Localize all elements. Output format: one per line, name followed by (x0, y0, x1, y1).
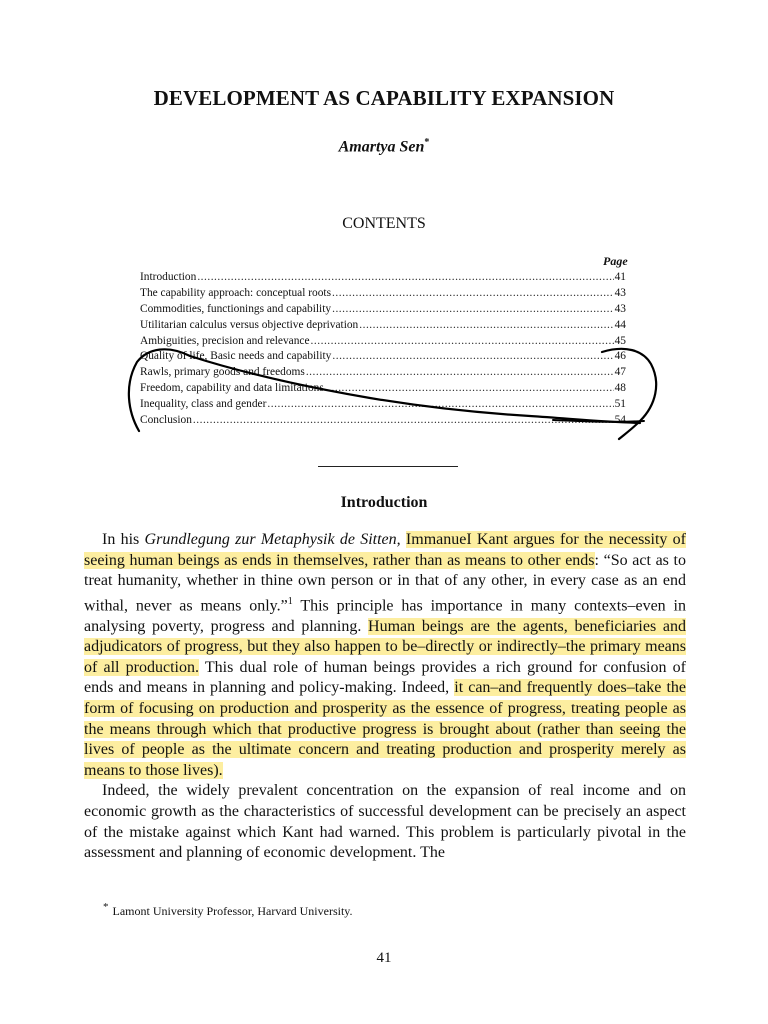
text-run: : “So act as to treat humanity, whether in thine own person or in that of any other, in every case as an end withal, never as means only.” (84, 551, 686, 615)
highlighted-text: it can–and frequently does–take the form of focusing on production and prosperity as the essence of progress, treating people as the means through which that productive progress is brought about (rather than seeing the lives of people as the ultimate concern and treating production and prosperity merely as means to those lives). (84, 679, 686, 779)
toc-row (140, 397, 626, 413)
author-footnote-mark: * (424, 137, 430, 148)
text-run: This principle has importance in many contexts–even in analysing poverty, progress and planning. (84, 597, 687, 635)
toc-entry-page: 54 (614, 414, 626, 427)
toc-entry-title: Introduction (140, 271, 197, 283)
toc-entry-page: 41 (614, 271, 626, 283)
toc-leader-dots (267, 397, 613, 413)
body-text (84, 530, 686, 864)
paragraph (84, 530, 686, 781)
toc-leader-dots (306, 365, 614, 381)
toc-row (140, 413, 626, 429)
toc-entry-title: Ambiguities, precision and relevance (140, 334, 310, 347)
text-run: This dual role of human beings provides a rich ground for confusion of ends and means in planning and policy-making. Indeed, (84, 658, 687, 697)
toc-entry-title: Conclusion (140, 414, 192, 427)
toc-row (140, 318, 626, 334)
footnote-ref: 1 (287, 595, 293, 607)
toc-entry-title: Commodities, functionings and capability (140, 302, 332, 315)
toc-entry-page: 43 (614, 302, 626, 315)
toc-page-label: Page (603, 254, 628, 268)
text-run: In his (102, 531, 145, 548)
toc-entry-title: Inequality, class and gender (140, 398, 267, 411)
toc-entry-page: 45 (614, 334, 626, 347)
toc-row (140, 286, 626, 302)
toc-leader-dots (359, 318, 613, 334)
document-title: DEVELOPMENT AS CAPABILITY EXPANSION (153, 86, 615, 110)
toc-leader-dots (332, 286, 614, 302)
toc-entry-title: Freedom, capability and data limitations (140, 382, 324, 395)
paragraph: Indeed, the widely prevalent concentration on the expansion of real income and on economic growth as the characteristics of successful development can be precisely an aspect of the mistake against which Kant had warned. This problem is particularly pivotal in the assessment and planning of economic development. The (84, 782, 686, 862)
toc-row (140, 365, 626, 381)
toc-entry-title: Utilitarian calculus versus objective deprivation (140, 318, 359, 331)
toc-entry-page: 51 (614, 398, 626, 411)
book-title: Grundlegung zur Metaphysik de Sitten, (144, 531, 401, 548)
section-divider (318, 466, 458, 467)
footnote-text: Lamont University Professor, Harvard University. (112, 904, 353, 918)
toc-row (140, 302, 626, 318)
highlighted-text: ImmanueI Kant argues for the necessity of seeing human beings as ends in themselves, rather than as means to other ends (84, 531, 687, 569)
highlighted-text: Human beings are the agents, beneficiaries and adjudicators of progress, but they also happen to be–directly or indirectly–the primary means of all production. (84, 617, 686, 676)
author-name: Amartya Sen (338, 138, 425, 156)
table-of-contents (140, 270, 626, 429)
toc-entry-page: 43 (614, 286, 626, 299)
toc-row (140, 381, 626, 397)
section-heading: Introduction (340, 494, 428, 511)
toc-leader-dots (197, 270, 613, 286)
toc-entry-title: Rawls, primary goods and freedoms (140, 366, 305, 379)
toc-entry-page: 44 (614, 318, 626, 331)
toc-leader-dots (332, 349, 613, 365)
toc-row (140, 334, 626, 350)
toc-leader-dots (332, 302, 614, 318)
toc-entry-title: The capability approach: conceptual roots (140, 286, 332, 299)
toc-row (140, 349, 626, 365)
author-line (0, 137, 768, 156)
footnote-mark: * (103, 901, 109, 913)
toc-leader-dots (311, 334, 614, 350)
toc-entry-title: Quality of life, Basic needs and capability (140, 350, 332, 363)
footnote (103, 901, 353, 919)
toc-leader-dots (325, 381, 614, 397)
toc-entry-page: 48 (614, 382, 626, 395)
toc-leader-dots (193, 413, 614, 429)
toc-entry-page: 47 (614, 366, 626, 379)
toc-row (140, 270, 626, 286)
contents-heading: CONTENTS (342, 215, 426, 232)
page-number: 41 (376, 950, 392, 966)
toc-entry-page: 46 (614, 350, 626, 363)
